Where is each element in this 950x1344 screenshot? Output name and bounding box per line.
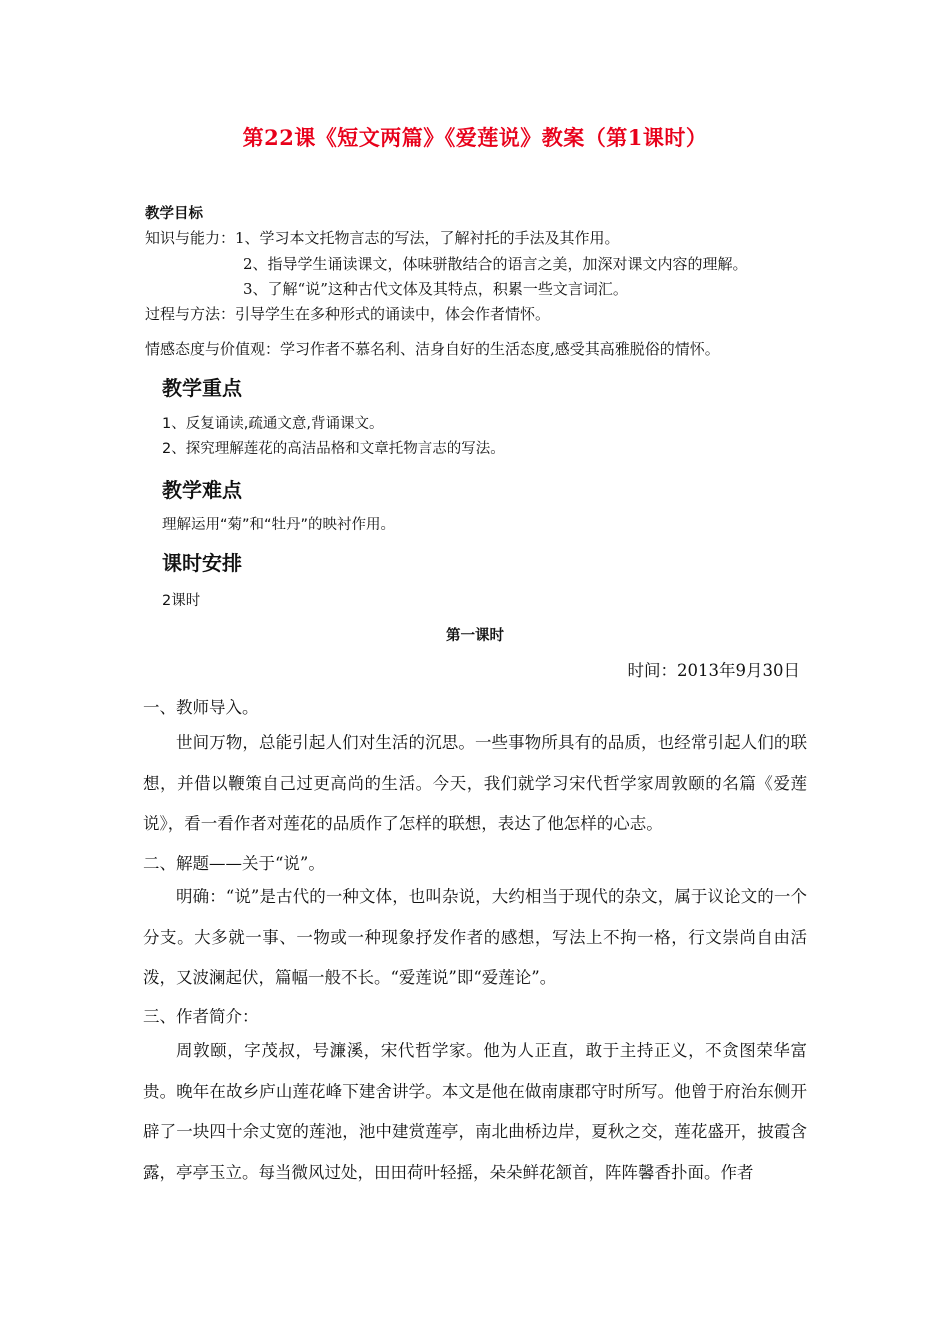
key-point-2: 2、探究理解莲花的高洁品格和文章托物言志的写法。 [162,441,505,457]
section-3-heading: 三、作者简介： [143,1007,259,1026]
section-1-heading: 一、教师导入。 [143,698,259,717]
objective-item-2: 2、指导学生诵读课文，体味骈散结合的语言之美，加深对课文内容的理解。 [243,255,748,273]
key-point-1: 1、反复诵读,疏通文意,背诵课文。 [162,416,384,432]
objectives-knowledge [145,227,620,248]
section-2-paragraph: 明确：“说”是古代的一种文体，也叫杂说，大约相当于现代的杂文，属于议论文的一个分支。大多就一事、一物或一种现象抒发作者的感想，写法上不拘一格，行文崇尚自由活泼，又波澜起伏，篇幅一般不长。“爱莲说”即“爱莲论”。 [143,887,807,987]
objective-attitude: 情感态度与价值观：学习作者不慕名利、洁身自好的生活态度,感受其高雅脱俗的情怀。 [145,340,720,358]
difficulty-text: 理解运用“菊”和“牡丹”的映衬作用。 [162,517,396,533]
objective-item-1: 1、学习本文托物言志的写法，了解衬托的手法及其作用。 [235,229,620,247]
knowledge-label: 知识与能力： [145,229,236,247]
section-2-heading: 二、解题——关于“说”。 [143,854,325,873]
key-points-heading: 教学重点 [162,376,242,400]
section-1-paragraph: 世间万物，总能引起人们对生活的沉思。一些事物所具有的品质，也经常引起人们的联想，并借以鞭策自己过更高尚的生活。今天，我们就学习宋代哲学家周敦颐的名篇《爱莲说》，看一看作者对莲花的品质作了怎样的联想，表达了他怎样的心志。 [143,733,807,833]
schedule-heading: 课时安排 [162,551,242,575]
objectives-heading: 教学目标 [145,205,203,222]
difficulty-heading: 教学难点 [162,478,242,502]
objective-item-3: 3、了解“说”这种古代文体及其特点，积累一些文言词汇。 [243,280,628,298]
section-3-paragraph: 周敦颐，字茂叔，号濂溪，宋代哲学家。他为人正直，敢于主持正义，不贪图荣华富贵。晚年在故乡庐山莲花峰下建舍讲学。本文是他在做南康郡守时所写。他曾于府治东侧开辟了一块四十余丈宽的莲池，池中建赏莲亭，南北曲桥边岸，夏秋之交，莲花盛开，披霞含露，亭亭玉立。每当微风过处，田田荷叶轻摇，朵朵鲜花颔首，阵阵馨香扑面。作者 [143,1041,807,1182]
schedule-text: 2课时 [162,593,201,609]
lesson-heading: 第一课时 [446,627,504,644]
document-title: 第22课《短文两篇》《爱莲说》教案（第1课时） [242,125,708,150]
objective-process: 过程与方法：引导学生在多种形式的诵读中，体会作者情怀。 [145,305,551,323]
lesson-date: 时间：2013年9月30日 [627,661,800,680]
